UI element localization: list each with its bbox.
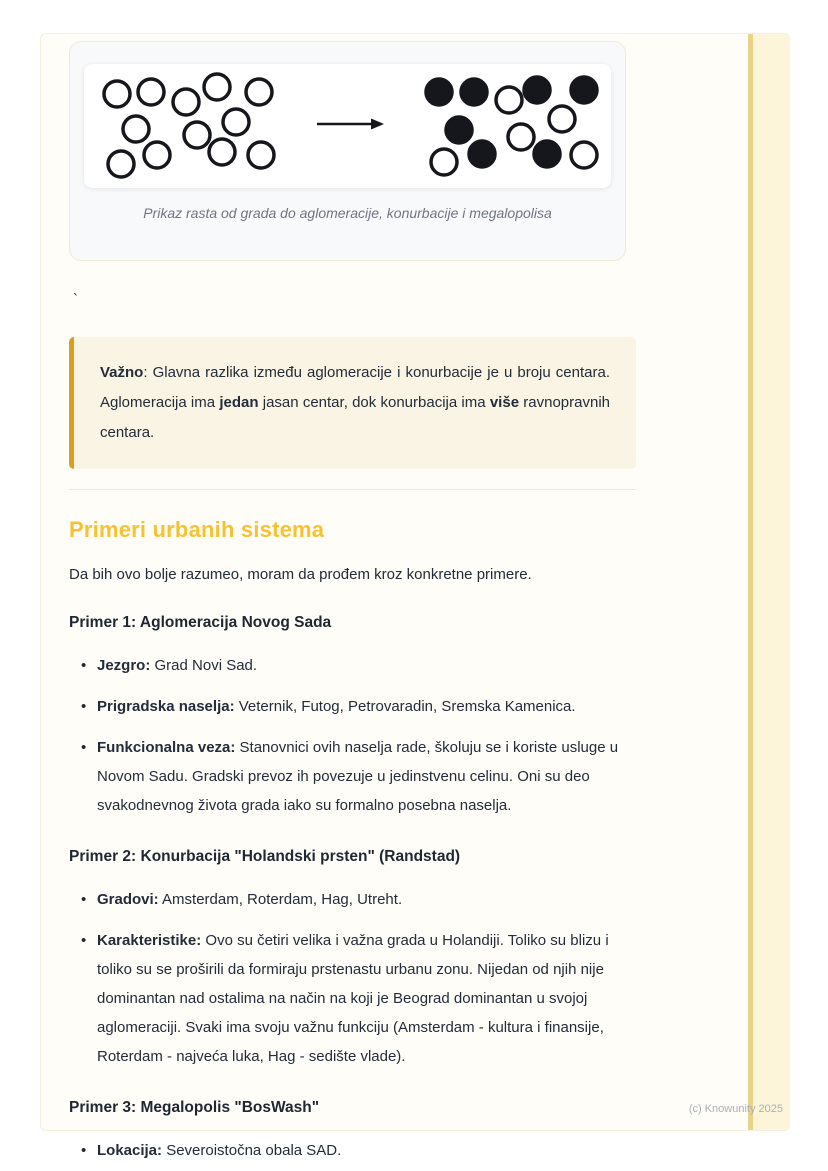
callout-segment: : Glavna razlika između aglomeracije i konurbacije je u broju centara. Aglomeracija ima	[100, 364, 610, 411]
important-callout	[69, 337, 636, 469]
list-item	[97, 692, 636, 721]
list-item-text: Severoistočna obala SAD.	[162, 1142, 342, 1159]
callout-segment: jasan centar, dok konurbacija ima	[258, 394, 490, 411]
figure-image	[84, 64, 611, 188]
example-1-list	[69, 651, 636, 820]
list-item-text: Grad Novi Sad.	[150, 657, 258, 674]
notebook-margin-rule	[748, 34, 753, 1130]
section-heading: Primeri urbanih sistema	[69, 517, 325, 542]
example-2-heading: Primer 2: Konurbacija "Holandski prsten" (Randstad)	[69, 848, 461, 865]
copyright-note: (c) Knowunity 2025	[688, 1103, 783, 1115]
list-item-text: Stanovnici ovih naselja rade, školuju se i koriste usluge u Novom Sadu. Gradski prevoz ih povezuje u jedinstvenu celinu. Oni su deo svakodnevnog života grada iako su formalno posebna naselja.	[97, 739, 619, 814]
example-3-list	[69, 1136, 636, 1165]
arrow-icon	[317, 119, 384, 130]
list-item	[97, 885, 636, 914]
example-1-heading: Primer 1: Aglomeracija Novog Sada	[69, 614, 332, 631]
list-item	[97, 651, 636, 680]
figure-card	[69, 41, 626, 261]
note-page	[40, 33, 790, 1159]
list-item-label: Prigradska naselja:	[97, 698, 235, 715]
figure-canvas	[84, 64, 611, 188]
section-divider	[69, 489, 636, 490]
list-item	[97, 926, 636, 1071]
list-item-label: Jezgro:	[97, 657, 151, 674]
notebook-margin-strip	[753, 34, 790, 1130]
list-item-label: Gradovi:	[97, 891, 159, 908]
callout-label: Važno	[100, 364, 144, 381]
list-item-label: Funkcionalna veza:	[97, 739, 236, 756]
example-2-list	[69, 885, 636, 1071]
list-item-label: Karakteristike:	[97, 932, 202, 949]
figure-caption: Prikaz rasta od grada do aglomeracije, konurbacije i megalopolisa	[143, 205, 552, 221]
city-dots-after	[426, 77, 597, 175]
intro-paragraph: Da bih ovo bolje razumeo, moram da prođem kroz konkretne primere.	[69, 566, 532, 583]
callout-bold-vise: više	[489, 394, 520, 411]
stray-backtick: `	[73, 291, 78, 308]
list-item-label: Lokacija:	[97, 1142, 163, 1159]
note-content	[69, 41, 636, 1171]
list-item-text: Ovo su četiri velika i važna grada u Holandiji. Toliko su blizu i toliko su se proširili da formiraju prstenastu urbanu zonu. Nijedan od njih nije dominantan nad ostalima na način na koji je Beograd dominantan u svojoj aglomeraciji. Svaki ima svoju važnu funkciju (Amsterdam - kultura i finansije, Roterdam - najveća luka, Hag - sedište vlade).	[97, 932, 609, 1065]
list-item	[97, 733, 636, 820]
callout-text	[100, 358, 610, 448]
callout-bold-jedan: jedan	[219, 394, 259, 411]
list-item-text: Amsterdam, Roterdam, Hag, Utreht.	[158, 891, 403, 908]
city-dots-before	[104, 74, 274, 177]
list-item	[97, 1136, 636, 1165]
list-item-text: Veternik, Futog, Petrovaradin, Sremska Kamenica.	[234, 698, 576, 715]
callout-segment: ravnopravnih centara.	[100, 394, 610, 441]
example-3-heading: Primer 3: Megalopolis "BosWash"	[69, 1099, 320, 1116]
